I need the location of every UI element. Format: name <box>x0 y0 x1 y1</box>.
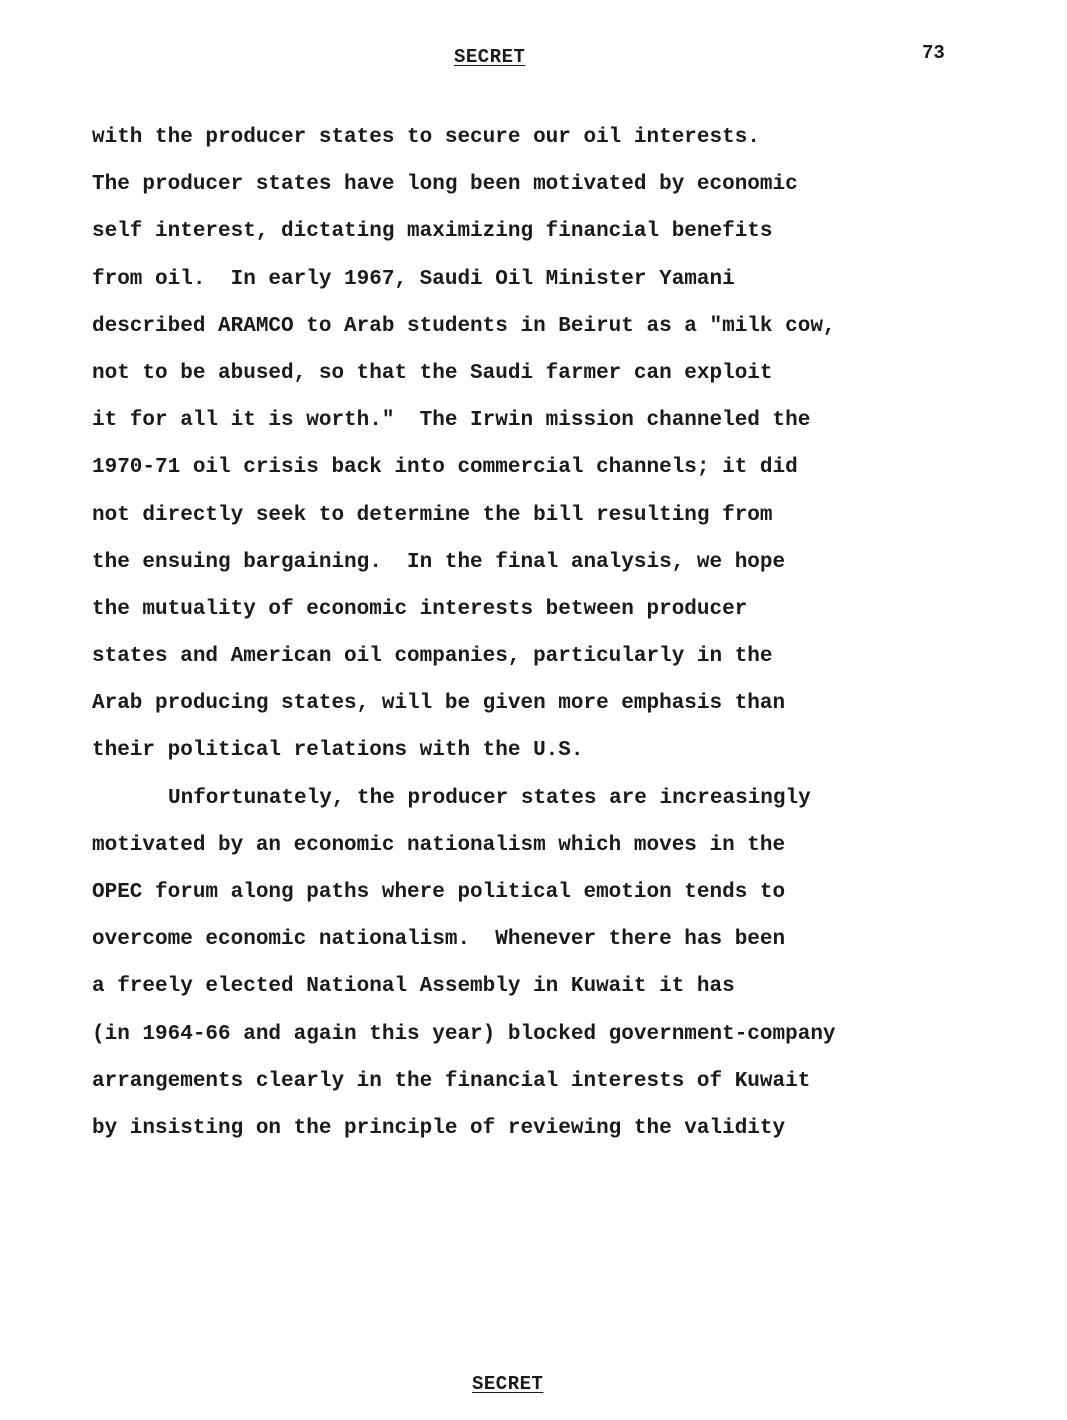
text-line: it for all it is worth." The Irwin mission channeled the <box>92 409 811 433</box>
text-line: self interest, dictating maximizing financial benefits <box>92 220 773 244</box>
paragraph-2 <box>92 775 972 1153</box>
text-line: their political relations with the U.S. <box>92 739 584 763</box>
text-line: 1970-71 oil crisis back into commercial channels; it did <box>92 456 798 480</box>
text-line: (in 1964-66 and again this year) blocked government-company <box>92 1022 836 1046</box>
text-line: motivated by an economic nationalism which moves in the <box>92 833 786 857</box>
text-line: Arab producing states, will be given more emphasis than <box>92 692 786 716</box>
text-line: from oil. In early 1967, Saudi Oil Minister Yamani <box>92 267 735 291</box>
text-line: arrangements clearly in the financial interests of Kuwait <box>92 1069 811 1093</box>
text-line: The producer states have long been motivated by economic <box>92 173 798 197</box>
text-line: by insisting on the principle of reviewing the validity <box>92 1116 786 1140</box>
paragraph-1 <box>92 114 972 775</box>
classification-footer: SECRET <box>472 1373 544 1395</box>
text-line: the ensuing bargaining. In the final analysis, we hope <box>92 550 786 574</box>
page-number: 73 <box>922 42 945 64</box>
text-line: OPEC forum along paths where political emotion tends to <box>92 881 786 904</box>
text-line: not to be abused, so that the Saudi farmer can exploit <box>92 361 773 385</box>
text-line: not directly seek to determine the bill resulting from <box>92 503 773 527</box>
text-line: described ARAMCO to Arab students in Beirut as a "milk cow, <box>92 314 836 338</box>
text-line: states and American oil companies, particularly in the <box>92 645 773 669</box>
text-line: Unfortunately, the producer states are increasingly <box>168 786 811 810</box>
classification-header: SECRET <box>454 46 526 68</box>
text-line: overcome economic nationalism. Whenever there has been <box>92 928 786 952</box>
text-line: the mutuality of economic interests between producer <box>92 597 748 621</box>
text-line: with the producer states to secure our oil interests. <box>92 126 760 149</box>
body-text <box>92 114 972 1152</box>
text-line: a freely elected National Assembly in Kuwait it has <box>92 975 735 999</box>
